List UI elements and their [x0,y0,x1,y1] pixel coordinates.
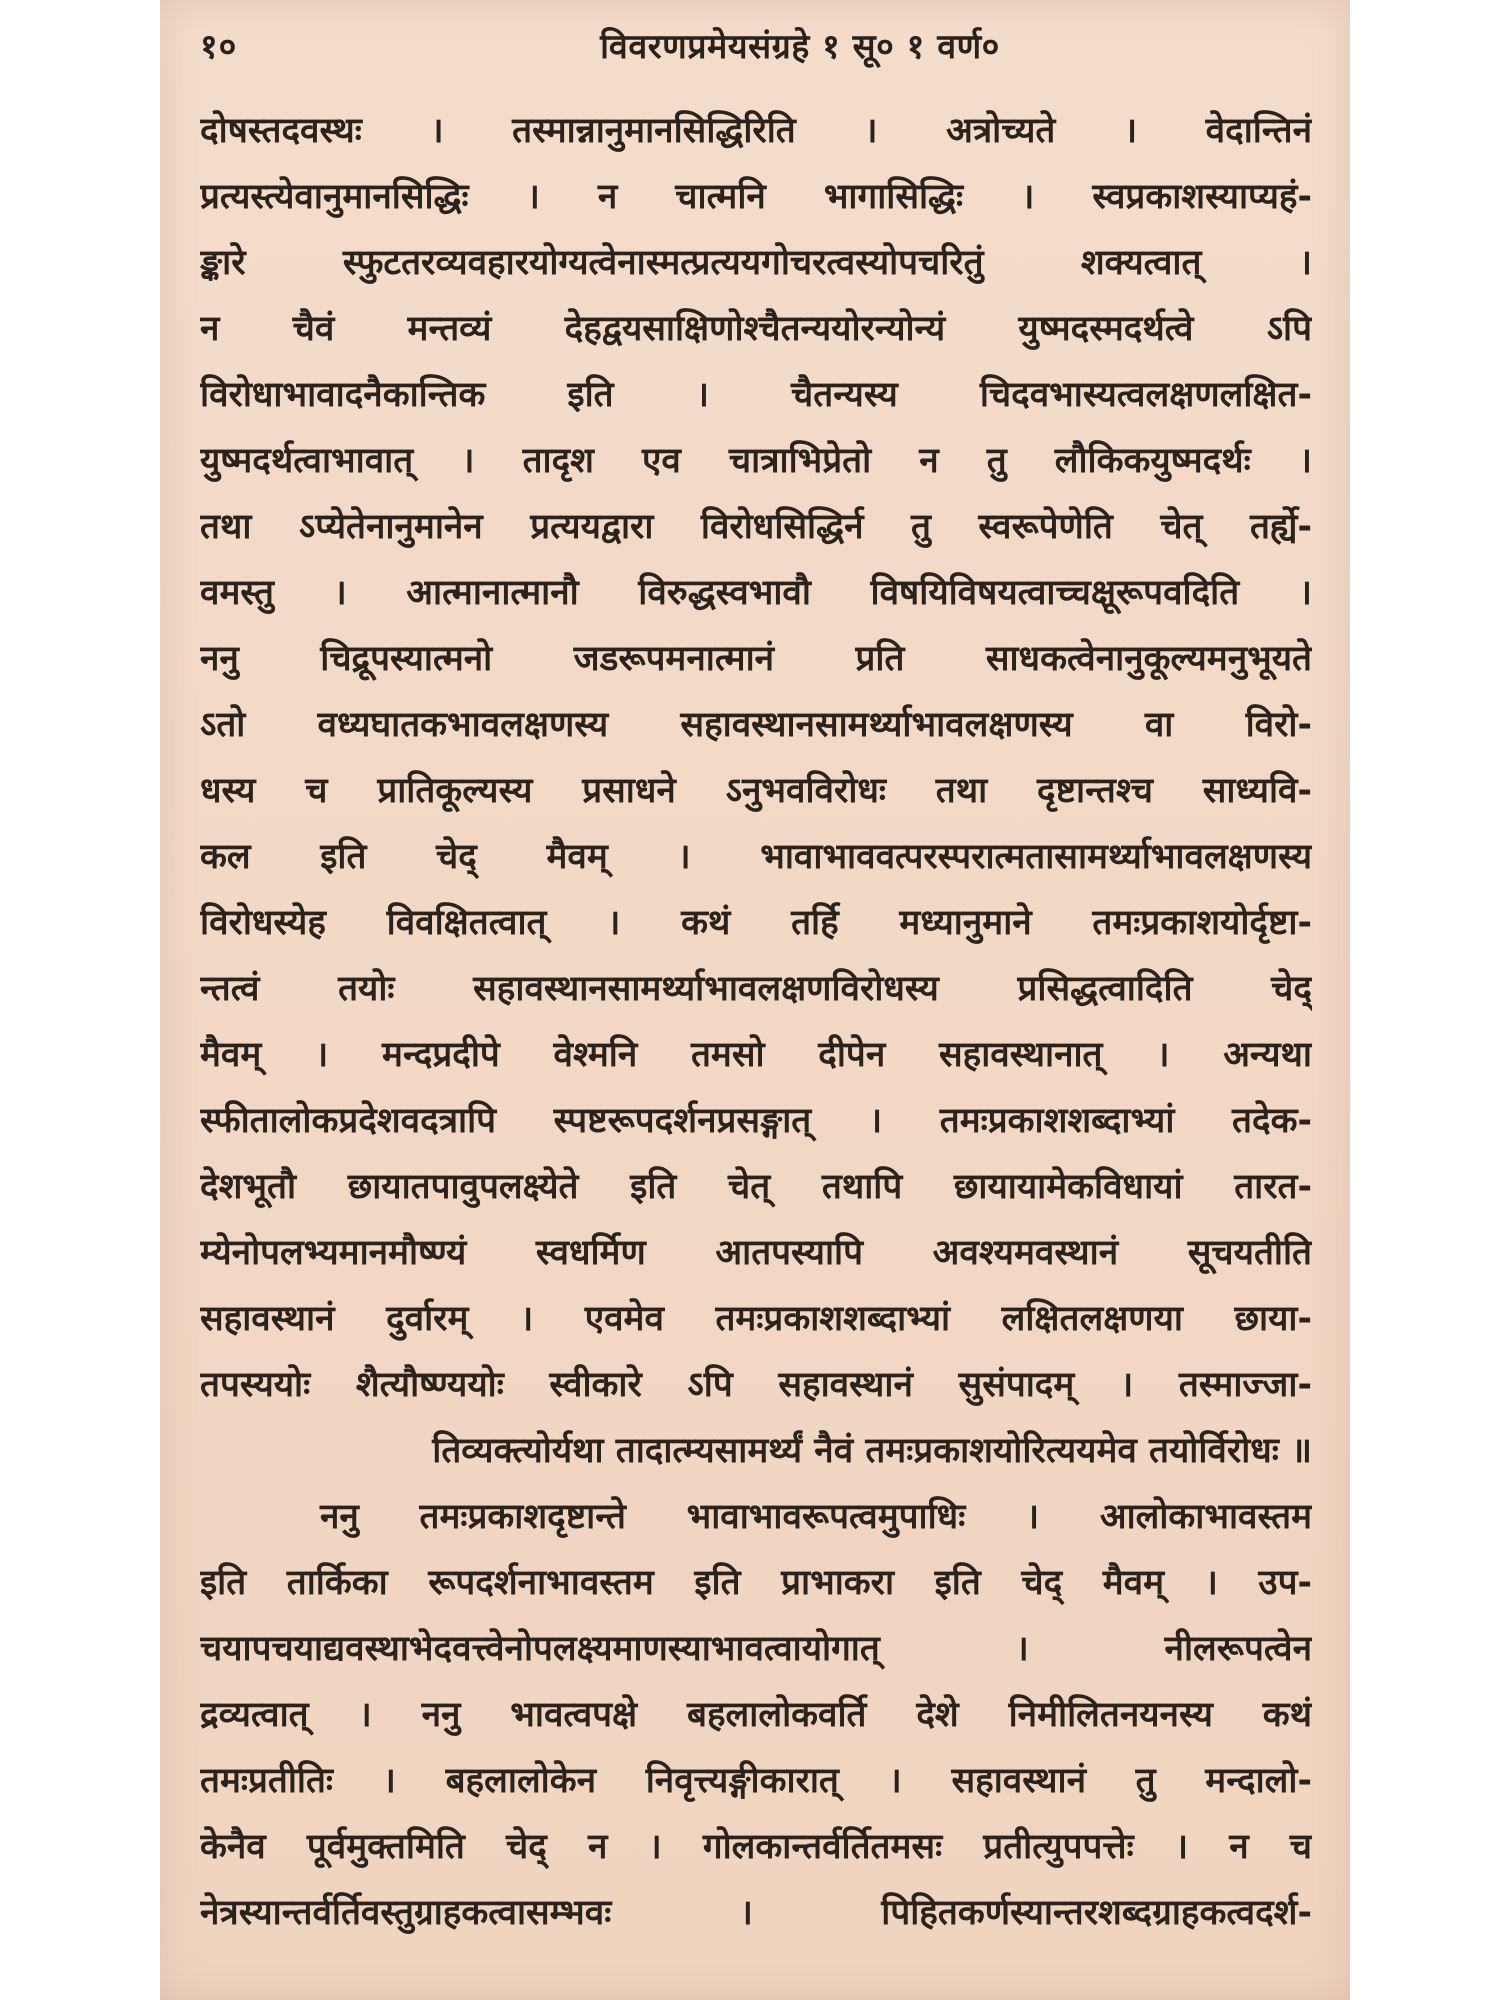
text-line: इति तार्किका रूपदर्शनाभावस्तम इति प्राभाकरा इति चेद् मैवम् । उप- [200,1563,1312,1603]
page-number: १० [200,27,238,67]
text-line: विरोधाभावादनैकान्तिक इति । चैतन्यस्य चिदवभास्यत्वलक्षणलक्षित- [200,375,1312,415]
page-header [200,22,1310,82]
text-line: तपस्ययोः शैत्यौष्ण्ययोः स्वीकारे ऽपि सहावस्थानं सुसंपादम् । तस्माज्जा- [200,1365,1312,1405]
text-line: विरोधस्येह विवक्षितत्वात् । कथं तर्हि मध्यानुमाने तमःप्रकाशयोर्दृष्टा- [200,903,1312,943]
text-line: नेत्रस्यान्तर्वर्तिवस्तुग्राहकत्वासम्भवः । पिहितकर्णस्यान्तरशब्दग्राहकत्वदर्श- [200,1893,1312,1933]
text-line: सहावस्थानं दुर्वारम् । एवमेव तमःप्रकाशशब्दाभ्यां लक्षितलक्षणया छाया- [200,1299,1312,1339]
text-line: दोषस्तदवस्थः । तस्मान्नानुमानसिद्धिरिति । अत्रोच्यते । वेदान्तिनं [200,111,1312,151]
text-line: देशभूतौ छायातपावुपलक्ष्येते इति चेत् तथापि छायायामेकविधायां तारत- [200,1167,1312,1207]
text-line: ऽतो वध्यघातकभावलक्षणस्य सहावस्थानसामर्थ्याभावलक्षणस्य वा विरो- [200,705,1312,745]
text-line: युष्मदर्थत्वाभावात् । तादृश एव चात्राभिप्रेतो न तु लौकिकयुष्मदर्थः । [200,441,1312,481]
text-line: तथा ऽप्येतेनानुमानेन प्रत्ययद्वारा विरोधसिद्धिर्न तु स्वरूपेणेति चेत् तर्ह्ये- [200,507,1312,547]
running-head: विवरणप्रमेयसंग्रहे १ सू० १ वर्ण० [600,27,1000,67]
text-line-paragraph-start: ननु तमःप्रकाशदृष्टान्ते भावाभावरूपत्वमुपाधिः । आलोकाभावस्तम [320,1497,1312,1537]
text-line: न्तत्वं तयोः सहावस्थानसामर्थ्याभावलक्षणविरोधस्य प्रसिद्धत्वादिति चेद् [200,969,1312,1009]
text-line: चयापचयाद्यवस्थाभेदवत्त्वेनोपलक्ष्यमाणस्याभावत्वायोगात् । नीलरूपत्वेन [200,1629,1312,1669]
text-line: मैवम् । मन्दप्रदीपे वेश्मनि तमसो दीपेन सहावस्थानात् । अन्यथा [200,1035,1312,1075]
text-line: ननु चिद्रूपस्यात्मनो जडरूपमनात्मानं प्रति साधकत्वेनानुकूल्यमनुभूयते [200,639,1312,679]
text-line: द्रव्यत्वात् । ननु भावत्वपक्षे बहलालोकवर्ति देशे निमीलितनयनस्य कथं [200,1695,1312,1735]
text-line: तमःप्रतीतिः । बहलालोकेन निवृत्त्यङ्गीकारात् । सहावस्थानं तु मन्दालो- [200,1761,1312,1801]
book-page [160,0,1350,2000]
text-line: स्फीतालोकप्रदेशवदत्रापि स्पष्टरूपदर्शनप्रसङ्गात् । तमःप्रकाशशब्दाभ्यां तदेक- [200,1101,1312,1141]
text-line: वमस्तु । आत्मानात्मानौ विरुद्धस्वभावौ विषयिविषयत्वाच्चक्षूरूपवदिति । [200,573,1312,613]
text-line: ङ्कारे स्फुटतरव्यवहारयोग्यत्वेनास्मत्प्रत्ययगोचरत्वस्योपचरितुं शक्यत्वात् । [200,243,1312,283]
text-line: न चैवं मन्तव्यं देहद्वयसाक्षिणोश्चैतन्ययोरन्योन्यं युष्मदस्मदर्थत्वे ऽपि [200,309,1312,349]
text-line: म्येनोपलभ्यमानमौष्ण्यं स्वधर्मिण आतपस्यापि अवश्यमवस्थानं सूचयतीति [200,1233,1312,1273]
text-line: प्रत्यस्त्येवानुमानसिद्धिः । न चात्मनि भागासिद्धिः । स्वप्रकाशस्याप्यहं- [200,177,1312,217]
text-line: धस्य च प्रातिकूल्यस्य प्रसाधने ऽनुभवविरोधः तथा दृष्टान्तश्च साध्यवि- [200,771,1312,811]
text-line-paragraph-end: तिव्यक्त्योर्यथा तादात्म्यसामर्थ्यं नैवं तमःप्रकाशयोरित्ययमेव तयोर्विरोधः ॥ [432,1431,1312,1471]
body-text [200,98,1312,1946]
text-line: केनैव पूर्वमुक्तमिति चेद् न । गोलकान्तर्वर्तितमसः प्रतीत्युपपत्तेः । न च [200,1827,1312,1867]
text-line: कल इति चेद् मैवम् । भावाभाववत्परस्परात्मतासामर्थ्याभावलक्षणस्य [200,837,1312,877]
